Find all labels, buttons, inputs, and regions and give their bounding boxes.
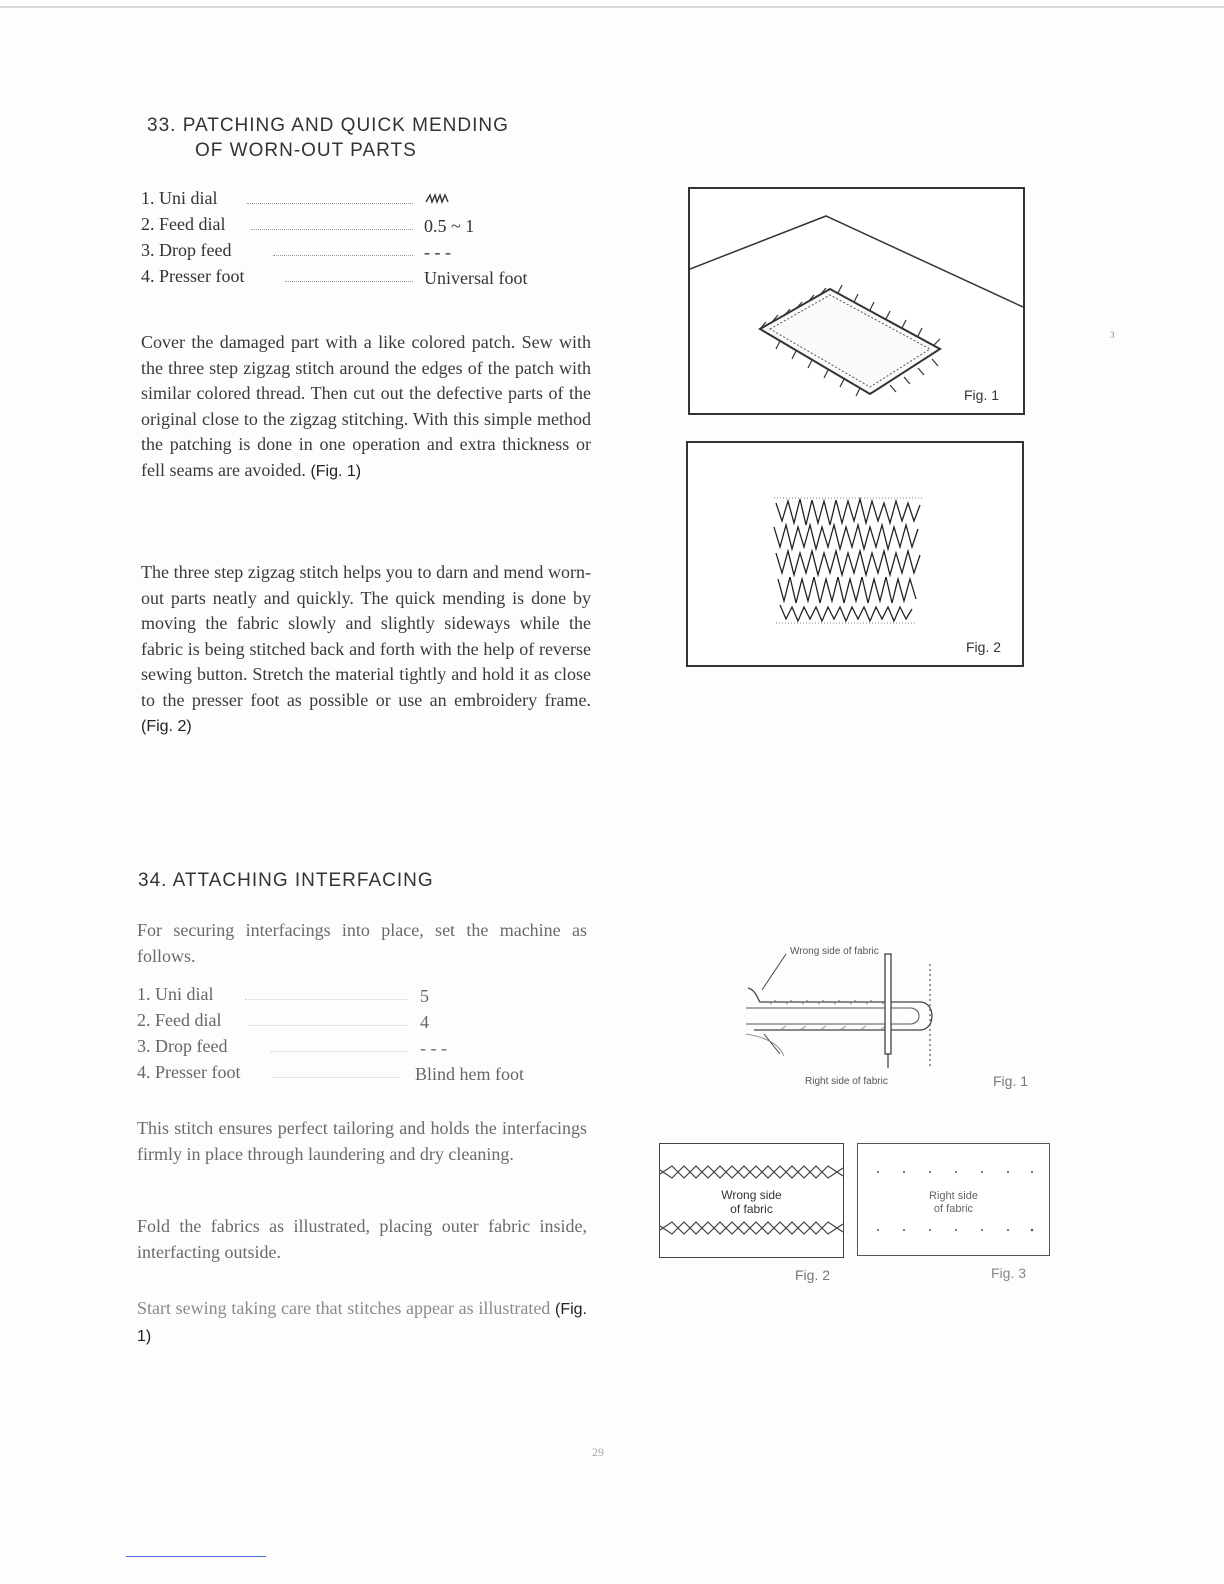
setting-value: Universal foot — [424, 268, 528, 288]
section-34-paragraph-2 — [137, 1214, 587, 1265]
setting-label: 3. Drop feed — [137, 1036, 228, 1056]
figure-wrong-side — [659, 1143, 844, 1258]
setting-value: 0.5 ~ 1 — [424, 216, 475, 236]
section-34-title-text: 34. ATTACHING INTERFACING — [138, 870, 434, 891]
section-33-paragraph-2 — [141, 560, 591, 740]
setting-value: 5 — [420, 986, 429, 1006]
section-34-intro — [137, 918, 587, 969]
leader-dots — [271, 1051, 407, 1052]
fold-illustration — [740, 950, 940, 1080]
setting-row — [137, 1036, 567, 1062]
wrong-side-label: Wrong side of fabric — [790, 946, 879, 957]
setting-row — [141, 240, 571, 266]
figure-reference: (Fig. 1) — [137, 1301, 587, 1345]
page-number: 29 — [592, 1445, 604, 1459]
section-34-title — [138, 868, 434, 893]
right-side-label: Right side of fabric — [805, 1076, 888, 1087]
setting-label: 2. Feed dial — [141, 214, 226, 234]
leader-dots — [249, 1025, 407, 1026]
fig-caption: Fig. 2 — [966, 639, 1002, 655]
setting-row — [141, 214, 571, 240]
setting-label: 3. Drop feed — [141, 240, 232, 260]
figure-right-side — [857, 1143, 1050, 1256]
bottom-underline — [126, 1556, 266, 1557]
paragraph-text: Fold the fabrics as illustrated, placing outer fabric inside, interfacting outside. — [137, 1216, 587, 1262]
section-34-paragraph-3 — [137, 1296, 587, 1349]
paragraph-text: Cover the damaged part with a like colored patch. Sew with the three step zigzag stitch around the edges of the patch with similar colored thread. Then cut out the defective parts of the original close to the zigzag stitching. With this simple method the patching is done in one operation and extra thickness or fell seams are avoided. — [141, 332, 591, 480]
top-edge-line — [0, 6, 1224, 8]
fig-caption: Fig. 1 — [993, 1073, 1029, 1089]
setting-row — [141, 266, 571, 292]
paragraph-text: Start sewing taking care that stitches appear as illustrated — [137, 1298, 551, 1318]
leader-dots — [285, 281, 413, 282]
leader-dots — [251, 229, 413, 230]
paragraph-text: For securing interfacings into place, set the machine as follows. — [137, 920, 587, 966]
darning-illustration — [688, 443, 1022, 665]
section-33-settings — [141, 188, 571, 292]
label-line: Wrong side — [721, 1188, 782, 1202]
setting-value: - - - — [420, 1038, 447, 1058]
fig-caption: Fig. 3 — [991, 1265, 1027, 1281]
setting-label: 1. Uni dial — [137, 984, 214, 1004]
setting-label: 4. Presser foot — [141, 266, 245, 286]
wrong-side-fabric-label — [660, 1188, 843, 1216]
setting-row — [137, 984, 567, 1010]
margin-mark: 3 — [1110, 330, 1115, 340]
setting-row — [137, 1062, 567, 1088]
setting-value: Blind hem foot — [415, 1064, 524, 1084]
paragraph-text: The three step zigzag stitch helps you to darn and mend worn-out parts neatly and quickly. The quick mending is done by moving the fabric slowly and slightly sideways while the fabric is being stitched back and forth with the help of reverse sewing button. Stretch the material tightly and hold it as close to the presser foot as possible or use an embroidery frame. — [141, 562, 591, 710]
setting-label: 1. Uni dial — [141, 188, 218, 208]
section-34-settings — [137, 984, 567, 1088]
setting-row — [137, 1010, 567, 1036]
figure-patch — [688, 187, 1025, 415]
leader-dots — [245, 999, 407, 1000]
section-33-paragraph-1 — [141, 330, 591, 484]
fig-caption: Fig. 2 — [795, 1267, 831, 1283]
section-34-paragraph-1 — [137, 1116, 587, 1167]
figure-reference: (Fig. 2) — [141, 718, 192, 735]
patch-illustration — [690, 189, 1023, 413]
right-side-fabric-label — [858, 1190, 1049, 1216]
leader-dots — [273, 1077, 399, 1078]
setting-row — [141, 188, 571, 214]
label-line: Right side — [929, 1190, 978, 1202]
section-33-title-line2: OF WORN-OUT PARTS — [195, 140, 417, 161]
figure-reference: (Fig. 1) — [310, 462, 362, 480]
section-33-title-line1: 33. PATCHING AND QUICK MENDING — [147, 115, 509, 136]
fig-caption: Fig. 1 — [964, 387, 1000, 403]
leader-dots — [247, 203, 413, 204]
section-33-title — [147, 113, 509, 163]
setting-label: 4. Presser foot — [137, 1062, 241, 1082]
leader-dots — [273, 255, 413, 256]
setting-label: 2. Feed dial — [137, 1010, 222, 1030]
setting-value: 4 — [420, 1012, 429, 1032]
uni-dial-stitch-icon — [424, 190, 450, 213]
label-line: of fabric — [730, 1202, 773, 1216]
figure-fold-diagram — [740, 950, 940, 1080]
paragraph-text: This stitch ensures perfect tailoring and holds the interfacings firmly in place through laundering and dry cleaning. — [137, 1118, 587, 1164]
setting-value: - - - — [424, 242, 451, 262]
label-line: of fabric — [933, 1203, 974, 1215]
figure-darning — [686, 441, 1024, 667]
